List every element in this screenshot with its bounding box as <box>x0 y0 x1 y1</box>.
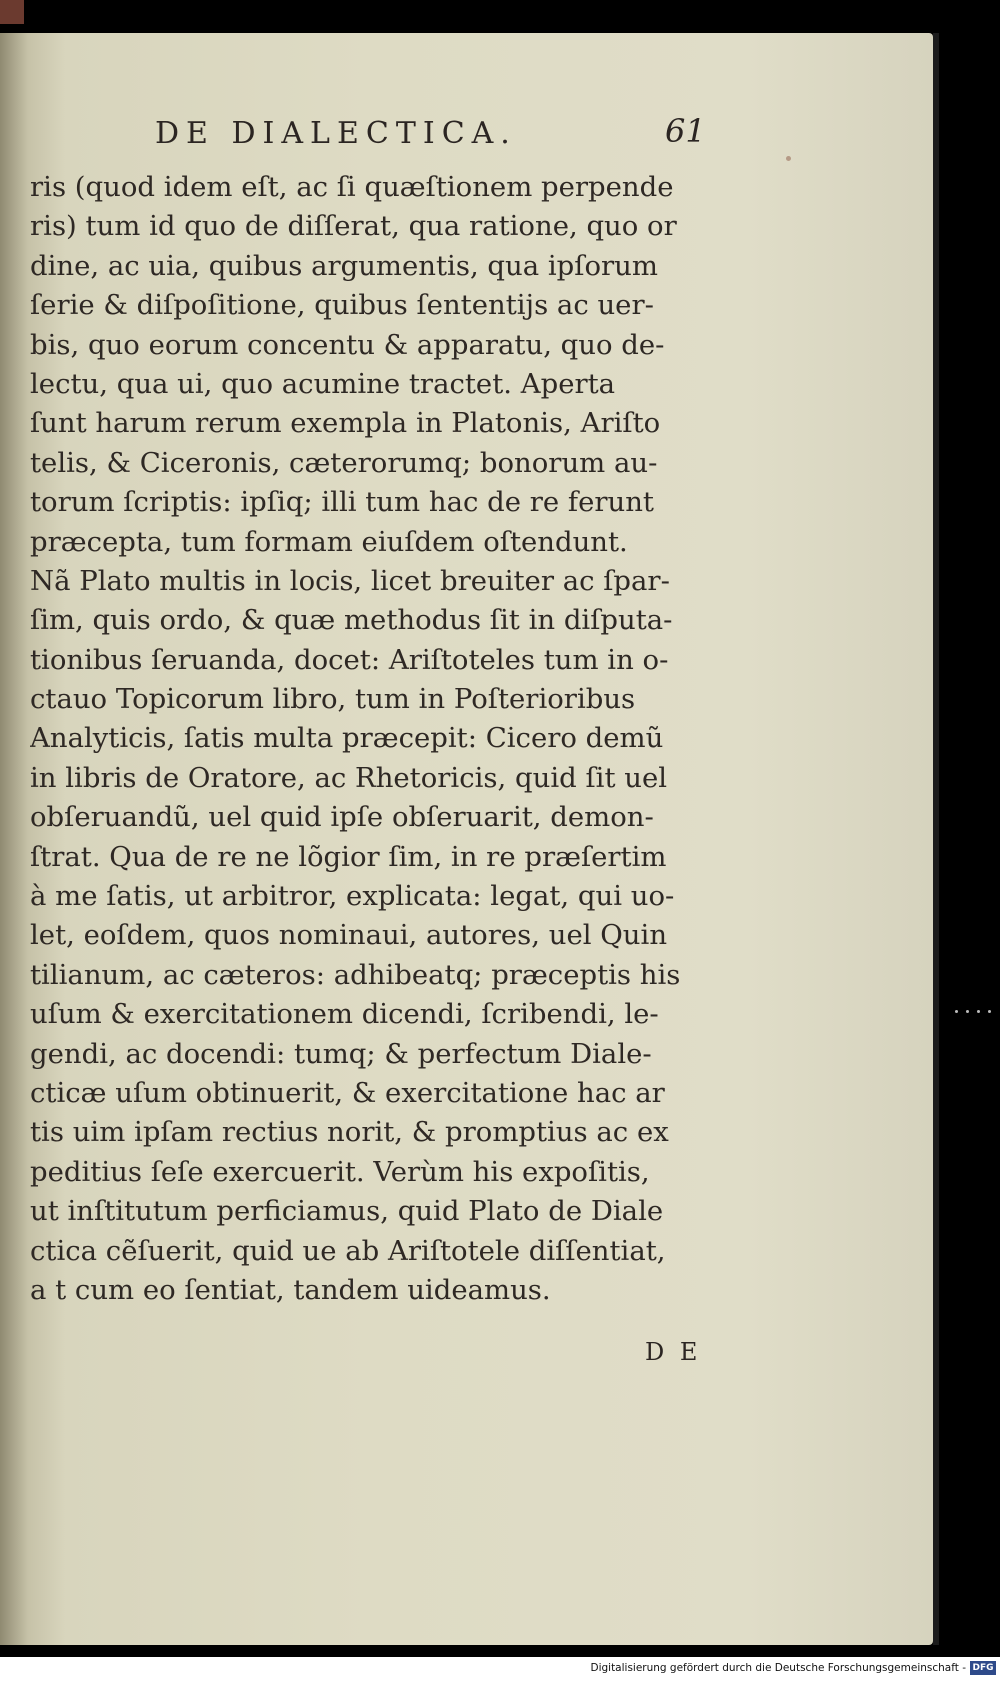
text-line: tis uim ipſam rectius norit, & promptius ac ex <box>30 1116 669 1149</box>
text-line: ſunt harum rerum exempla in Platonis, Ariſto <box>30 407 661 440</box>
dotted-marks <box>955 1010 995 1020</box>
text-line: Analyticis, ſatis multa præcepit: Cicero demũ <box>30 722 664 755</box>
text-line: ris) tum id quo de diſſerat, qua ratione, quo or <box>30 210 677 243</box>
text-line: tionibus ſeruanda, docet: Ariſtoteles tum in o- <box>30 643 669 676</box>
text-line: a t cum eo ſentiat, tandem uideamus. <box>30 1273 551 1306</box>
text-line: let, eoſdem, quos nominaui, autores, uel Quin <box>30 919 668 952</box>
page-number: 61 <box>665 112 706 150</box>
text-line: à me ſatis, ut arbitror, explicata: legat, qui uo- <box>30 880 675 913</box>
text-line: ut inſtitutum perficiamus, quid Plato de Diale <box>30 1195 664 1228</box>
binding-corner <box>0 0 24 24</box>
text-line: ſim, quis ordo, & quæ methodus ſit in diſputa- <box>30 604 673 637</box>
running-header: DE DIALECTICA. <box>155 116 517 151</box>
text-line: tilianum, ac cæteros: adhibeatq; præceptis his <box>30 958 681 991</box>
text-line: ctica cẽſuerit, quid ue ab Ariſtotele diſſentiat, <box>30 1234 666 1267</box>
text-line: ris (quod idem eſt, ac ſi quæſtionem perpende <box>30 171 674 203</box>
text-line: cticæ uſum obtinuerit, & exercitatione hac ar <box>30 1076 665 1109</box>
dfg-logo-icon: DFG <box>970 1661 996 1675</box>
page-edge <box>933 33 939 1645</box>
text-line: Nã Plato multis in locis, licet breuiter ac ſpar- <box>30 564 670 597</box>
text-line: telis, & Ciceronis, cæterorumq; bonorum au- <box>30 446 658 479</box>
funding-credit: Digitalisierung gefördert durch die Deutsche Forschungsgemeinschaft - <box>590 1662 966 1674</box>
footer-bar <box>0 1657 1000 1681</box>
text-line: dine, ac uia, quibus argumentis, qua ipſorum <box>30 249 658 282</box>
text-line: ſtrat. Qua de re ne lõgior ſim, in re præſertim <box>30 840 667 873</box>
text-line: gendi, ac docendi: tumq; & perfectum Diale- <box>30 1037 652 1070</box>
text-line: peditius ſeſe exercuerit. Verùm his expoſitis, <box>30 1155 650 1188</box>
catchword: D E <box>645 1338 702 1366</box>
paper-stain <box>786 156 791 161</box>
text-line: bis, quo eorum concentu & apparatu, quo de- <box>30 328 665 361</box>
text-line: ſerie & diſpoſitione, quibus ſententijs ac uer- <box>30 289 654 322</box>
text-line: torum ſcriptis: ipſiq; illi tum hac de re ferunt <box>30 486 654 519</box>
body-text <box>30 168 720 1310</box>
text-line: uſum & exercitationem dicendi, ſcribendi, le- <box>30 998 659 1031</box>
text-line: in libris de Oratore, ac Rhetoricis, quid ſit uel <box>30 761 668 794</box>
text-line: ctauo Topicorum libro, tum in Poſterioribus <box>30 683 636 716</box>
text-line: obſeruandũ, uel quid ipſe obſeruarit, demon- <box>30 801 654 834</box>
text-line: lectu, qua ui, quo acumine tractet. Aperta <box>30 367 616 400</box>
text-line: præcepta, tum formam eiuſdem oſtendunt. <box>30 525 628 558</box>
